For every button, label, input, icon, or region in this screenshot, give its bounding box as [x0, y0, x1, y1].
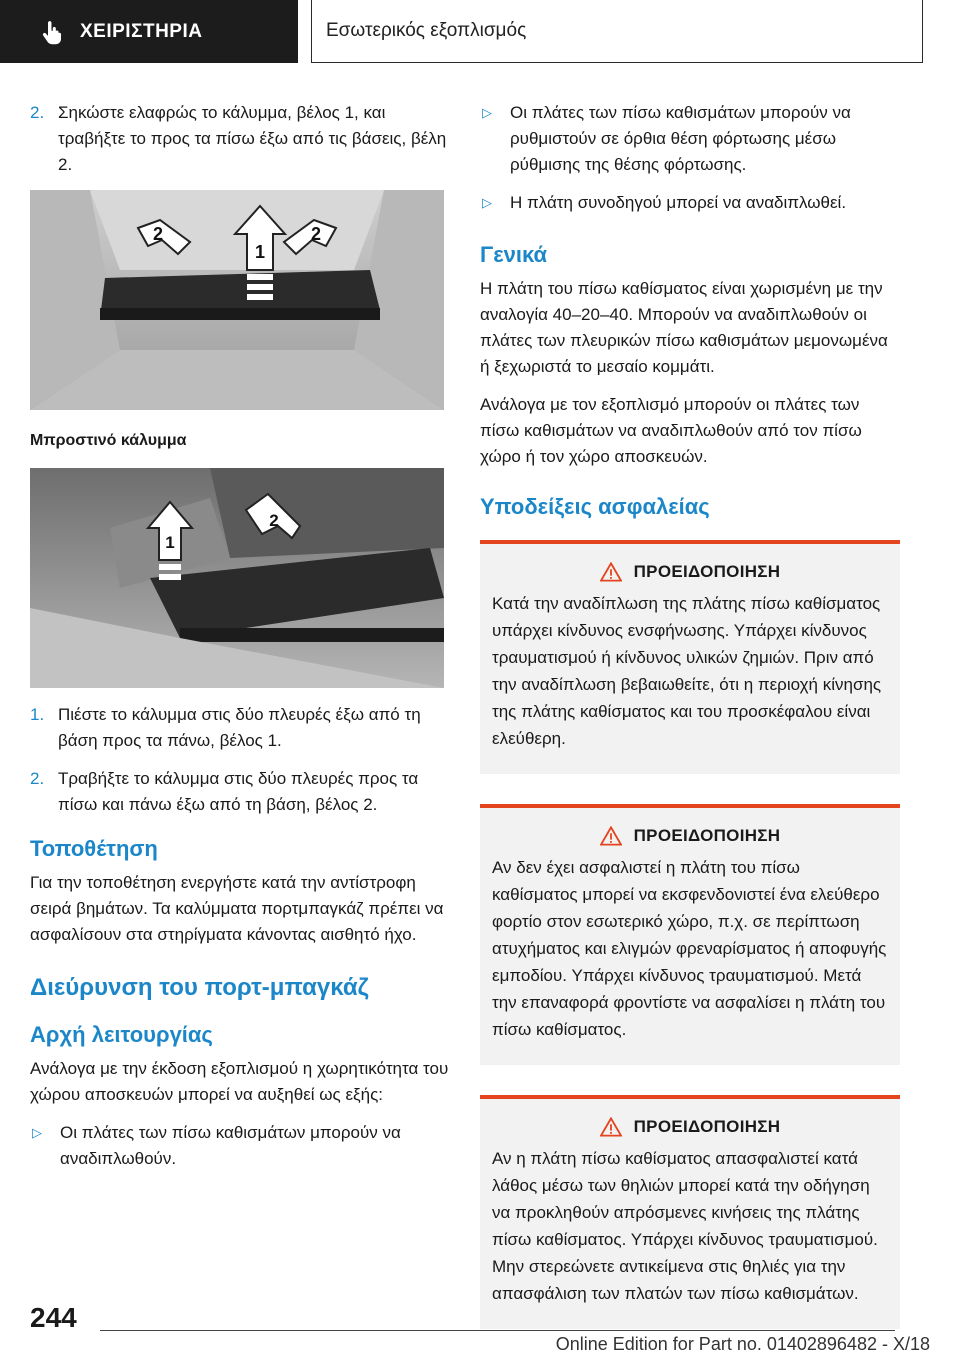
heading-principle: Αρχή λειτουργίας — [30, 1022, 213, 1047]
step-item — [30, 702, 450, 754]
image2-label-1: 1 — [165, 533, 175, 552]
page-number: 244 — [30, 1302, 77, 1333]
trunk-cover-rear-photo — [30, 190, 444, 410]
heading-general: Γενικά — [480, 242, 548, 267]
warning-text: Αν η πλάτη πίσω καθίσματος απασφαλιστεί κατά λάθος μέσω των θηλιών μπορεί κατά την οδήγηση να προκληθούν απρόσμενες κινήσεις της πλάτης πίσω καθίσματος. Υπάρχει κίνδυνος τραυματισμού. Μην στερεώνετε αντικείμενα στις θηλιές για την απασφάλιση των πλατών των πίσω καθισμάτων. — [492, 1149, 878, 1303]
warning-box — [480, 1095, 900, 1329]
step-text: Σηκώστε ελαφρώς το κάλυμμα, βέλος 1, και τραβήξτε το προς τα πίσω έξω από τις βάσεις, βέλη 2. — [58, 103, 447, 174]
warning-label: ΠΡΟΕΙΔΟΠΟΙΗΣΗ — [633, 1117, 781, 1136]
front-cover-photo — [30, 468, 444, 688]
warning-triangle-icon — [600, 562, 622, 582]
manual-tab-label: ΧΕΙΡΙΣΤΗΡΙΑ — [80, 20, 203, 42]
image-label-2-left: 2 — [152, 224, 164, 244]
bullet-item — [480, 100, 900, 178]
bullet-text: Οι πλάτες των πίσω καθισμάτων μπορούν να ρυθμιστούν σε όρθια θέση φόρτωσης μέσω ρύθμισης της θέσης φόρτωσης. — [510, 103, 851, 174]
image-label-1: 1 — [254, 242, 266, 262]
step-text: Πιέστε το κάλυμμα στις δύο πλευρές έξω από τη βάση προς τα πάνω, βέλος 1. — [58, 705, 421, 750]
heading-expand-trunk: Διεύρυνση του πορτ-μπαγκάζ — [30, 974, 369, 1001]
warning-box — [480, 540, 900, 774]
edition-text: Online Edition for Part no. 01402896482 - X/18 — [555, 1334, 930, 1354]
image2-label-2: 2 — [269, 511, 279, 530]
bullet-item — [480, 190, 900, 216]
warning-title — [492, 826, 888, 846]
warning-title — [492, 562, 888, 582]
left-column — [30, 100, 450, 1184]
warning-text: Αν δεν έχει ασφαλιστεί η πλάτη του πίσω καθίσματος μπορεί να εκσφενδονιστεί ένα ελεύθερο φορτίο στον εσωτερικό χώρο, π.χ. σε περίπτωση ατυχήματος και ελιγμών φρεναρίσματος ή αποφυγής εμποδίου. Υπάρχει κίνδυνος τραυματισμού. Μετά την επαναφορά φροντίστε να ασφαλίσει η πλάτη του πίσω καθίσματος. — [492, 858, 887, 1039]
warning-label: ΠΡΟΕΙΔΟΠΟΙΗΣΗ — [633, 562, 781, 581]
bullet-triangle-icon: ▷ — [32, 1125, 42, 1140]
trunk-illustration — [30, 190, 444, 410]
general-text-1: Η πλάτη του πίσω καθίσματος είναι χωρισμένη με την αναλογία 40–20–40. Μπορούν να αναδιπλωθούν οι πλάτες των πλευρικών πίσω καθισμάτων μεμονωμένα ή ξεχωριστά το μεσαίο κομμάτι. — [480, 279, 888, 376]
warning-box — [480, 804, 900, 1065]
principle-text: Ανάλογα με την έκδοση εξοπλισμού η χωρητικότητα του χώρου αποσκευών μπορεί να αυξηθεί ως εξής: — [30, 1059, 449, 1104]
page-header — [0, 0, 960, 65]
image-caption: Μπροστινό κάλυμμα — [30, 432, 187, 449]
step-number: 2. — [30, 769, 45, 788]
install-text: Για την τοποθέτηση ενεργήστε κατά την αντίστροφη σειρά βημάτων. Τα καλύμματα πορτμπαγκάζ πρέπει να ασφαλίσουν στα στηρίγματα κάνοντας αισθητό ήχο. — [30, 873, 444, 944]
image-label-2-right: 2 — [310, 224, 322, 244]
warning-triangle-icon — [600, 826, 622, 846]
manual-tab[interactable] — [0, 0, 298, 63]
general-text-2: Ανάλογα με τον εξοπλισμό μπορούν οι πλάτες των πίσω καθισμάτων να αναδιπλωθούν από τον πίσω χώρο ή τον χώρο αποσκευών. — [480, 395, 862, 466]
bullet-item — [30, 1120, 450, 1172]
warning-title — [492, 1117, 888, 1137]
step-item — [30, 766, 450, 818]
front-cover-illustration — [30, 468, 444, 688]
page-footer — [0, 1300, 960, 1362]
warning-label: ΠΡΟΕΙΔΟΠΟΙΗΣΗ — [633, 826, 781, 845]
step-number: 1. — [30, 705, 45, 724]
warning-text: Κατά την αναδίπλωση της πλάτης πίσω καθίσματος υπάρχει κίνδυνος ενσφήνωσης. Υπάρχει κίνδυνος τραυματισμού ή κίνδυνος υλικών ζημιών. Πριν από την αναδίπλωση βεβαιωθείτε, ότι η περιοχή κίνησης της πλάτης καθίσματος και του προσκέφαλου είναι ελεύθερη. — [492, 594, 882, 748]
right-column — [480, 100, 900, 1359]
bullet-text: Οι πλάτες των πίσω καθισμάτων μπορούν να αναδιπλωθούν. — [60, 1123, 401, 1168]
bullet-text: Η πλάτη συνοδηγού μπορεί να αναδιπλωθεί. — [510, 193, 847, 212]
hand-pointer-icon — [40, 19, 66, 45]
bullet-triangle-icon: ▷ — [482, 105, 492, 120]
heading-install: Τοποθέτηση — [30, 836, 158, 861]
heading-safety: Υποδείξεις ασφαλείας — [480, 494, 710, 519]
section-tab-label: Εσωτερικός εξοπλισμός — [326, 20, 527, 41]
step-text: Τραβήξτε το κάλυμμα στις δύο πλευρές προς τα πίσω και πάνω έξω από τη βάση, βέλος 2. — [58, 769, 419, 814]
section-tab[interactable] — [311, 0, 923, 63]
warning-triangle-icon — [600, 1117, 622, 1137]
step-item — [30, 100, 450, 178]
step-number: 2. — [30, 103, 45, 122]
bullet-triangle-icon: ▷ — [482, 195, 492, 210]
footer-divider — [100, 1330, 895, 1331]
